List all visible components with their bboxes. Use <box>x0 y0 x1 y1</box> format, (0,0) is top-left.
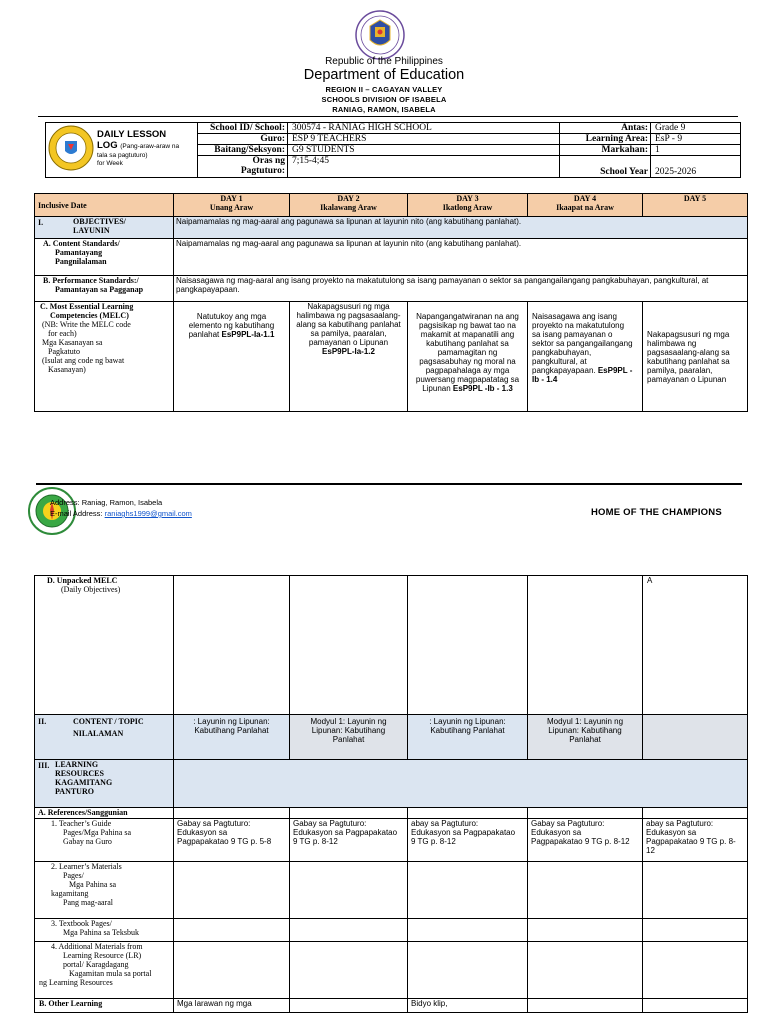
guro-label: Guro: <box>198 134 288 145</box>
tg-day3: abay sa Pagtuturo: Edukasyon sa Pagpapakatao 9 TG p. 8-12 <box>408 819 528 862</box>
content-day1: : Layunin ng Lipunan: Kabutihang Panlahat <box>174 715 290 760</box>
location-text: RANIAG, RAMON, ISABELA <box>332 105 436 114</box>
dll-main-table-bottom <box>34 575 748 1013</box>
melc-label-8: Kasanayan) <box>48 365 86 374</box>
day3-label: DAY 3 <box>456 194 479 203</box>
content-topic-label <box>35 715 174 760</box>
melc-d4-code: EsP9PL - <box>597 366 633 375</box>
objectives-label <box>35 217 174 239</box>
melc-d3-line: puwersang magpapatatag sa <box>415 375 520 384</box>
performance-standards-text <box>174 276 748 302</box>
melc-day4 <box>528 302 643 412</box>
day1-sub: Unang Araw <box>209 203 254 212</box>
footer-email <box>50 509 192 518</box>
dll-subtitle-week: for Week <box>97 160 123 167</box>
school-logo-icon <box>48 125 94 171</box>
tg-day4: Gabay sa Pagtuturo: Edukasyon sa Pagpapakatao 9 TG p. 8-12 <box>528 819 643 862</box>
deped-seal-logo <box>355 10 405 60</box>
unpacked-day3 <box>408 576 528 715</box>
lm-label-1: 2. Learner’s Materials <box>51 862 122 871</box>
melc-d4-line: pangkultural, at <box>532 357 587 366</box>
melc-d5-line: pagsasaalang-alang sa <box>647 348 730 357</box>
lm-day3 <box>408 862 528 919</box>
melc-d3-line: pagsasabuhay ng moral na <box>419 357 516 366</box>
day2-header <box>290 194 408 217</box>
melc-d1-line: Natutukoy ang mga <box>196 312 267 321</box>
content-day3: : Layunin ng Lipunan: Kabutihang Panlahat <box>408 715 528 760</box>
unpacked-label-2: (Daily Objectives) <box>61 585 121 594</box>
objectives-text: Naipamamalas ng mag-aaral ang pagunawa sa lipunan at layunin nito (ang kabutihang panlahat). <box>174 217 748 239</box>
unpacked-day4 <box>528 576 643 715</box>
ps-label-2: Pamantayan sa Pagganap <box>55 285 144 294</box>
melc-d3-code: EsP9PL -Ib - 1.3 <box>452 384 513 393</box>
lr-label-2: RESOURCES <box>55 769 104 778</box>
unpacked-label-1: D. Unpacked MELC <box>47 576 118 585</box>
inclusive-date-header: Inclusive Date <box>35 194 174 217</box>
melc-d4-line: Naisasagawa ang isang <box>532 312 617 321</box>
am-label-5: ng Learning Resources <box>39 978 113 987</box>
department-title: Department of Education <box>303 67 465 83</box>
address-label: Address: <box>50 498 80 507</box>
am-day5 <box>643 942 748 999</box>
dll-subtitle-1: (Pang-araw-araw na <box>120 143 180 150</box>
references-day1 <box>174 808 290 819</box>
lm-label-2: Pages/ <box>63 871 84 880</box>
email-label: E-mail Address: <box>50 509 103 518</box>
footer-address <box>50 498 162 507</box>
day4-header <box>528 194 643 217</box>
oras-label <box>198 156 288 178</box>
lr-label-1: LEARNING <box>55 760 99 769</box>
content-day2: Modyul 1: Layunin ng Lipunan: Kabutihang Panlahat <box>290 715 408 760</box>
lr-label-3: KAGAMITANG <box>55 778 113 787</box>
ol-day1: Mga larawan ng mga <box>174 999 290 1013</box>
lm-label-5: Pang mag-aaral <box>63 898 113 907</box>
day3-sub: Ikatlong Araw <box>442 203 493 212</box>
melc-label-6: Pagkatuto <box>48 347 80 356</box>
cs-label-1: A. Content Standards/ <box>43 239 120 248</box>
dll-title: DAILY LESSON <box>97 129 167 140</box>
oras-value: 7;15-4;45 <box>288 156 560 178</box>
cs-label-2: Pamantayang <box>55 248 103 257</box>
day4-label: DAY 4 <box>573 194 597 203</box>
tb-day1 <box>174 919 290 942</box>
am-label-4: Kagamitan mula sa portal <box>69 969 152 978</box>
melc-d5-line: pamayanan o Lipunan <box>647 375 727 384</box>
school-motto: HOME OF THE CHAMPIONS <box>591 507 722 518</box>
learning-resources-span <box>174 760 748 808</box>
antas-value: Grade 9 <box>651 123 741 134</box>
melc-d3-line: makamit at mapanatili ang <box>420 330 515 339</box>
day2-sub: Ikalawang Araw <box>320 203 377 212</box>
day1-header <box>174 194 290 217</box>
unpacked-day1 <box>174 576 290 715</box>
other-learning-label: B. Other Learning <box>35 999 174 1013</box>
melc-d4-line: sa isang pamayanan o <box>532 330 613 339</box>
lm-day2 <box>290 862 408 919</box>
markahan-label: Markahan: <box>560 145 651 156</box>
baitang-label: Baitang/Seksyon: <box>198 145 288 156</box>
melc-day1 <box>174 302 290 412</box>
content-topic-num: II. <box>38 717 47 726</box>
unpacked-melc-label <box>35 576 174 715</box>
references-day2 <box>290 808 408 819</box>
content-day5 <box>643 715 748 760</box>
lm-day1 <box>174 862 290 919</box>
day2-label: DAY 2 <box>337 194 360 203</box>
melc-d3-line: kabutihang panlahat sa <box>426 339 509 348</box>
tg-label-3: Gabay na Guro <box>63 837 112 846</box>
day3-header <box>408 194 528 217</box>
guro-value: ESP 9 TEACHERS <box>288 134 560 145</box>
melc-label-3: (NB: Write the MELC code <box>42 320 131 329</box>
performance-standards-label <box>35 276 174 302</box>
references-day4 <box>528 808 643 819</box>
tb-day4 <box>528 919 643 942</box>
day5-header <box>643 194 748 217</box>
content-topic-label-1: CONTENT / TOPIC <box>73 717 144 726</box>
tg-day1: Gabay sa Pagtuturo: Edukasyon sa Pagpapakatao 9 TG p. 5-8 <box>174 819 290 862</box>
am-day2 <box>290 942 408 999</box>
oras-label-1: Oras ng <box>252 156 285 166</box>
melc-d2-line: halimbawa ng pagsasaalang- <box>296 311 401 320</box>
melc-d4-code-2: Ib - 1.4 <box>532 375 558 384</box>
melc-label-5: Mga Kasanayan sa <box>42 338 103 347</box>
school-year-value: 2025-2026 <box>651 156 741 178</box>
melc-day5 <box>643 302 748 412</box>
melc-d5-line: pamilya, paaralan, <box>647 366 713 375</box>
antas-label: Antas: <box>560 123 651 134</box>
melc-d2-line: sa pamilya, paaralan, <box>310 329 387 338</box>
baitang-value: G9 STUDENTS <box>288 145 560 156</box>
melc-label-2: Competencies (MELC) <box>50 311 129 320</box>
content-standards-label <box>35 239 174 276</box>
melc-d1-line: elemento ng kabutihang <box>188 321 275 330</box>
markahan-value: 1 <box>651 145 741 156</box>
oras-label-2: Pagtuturo: <box>240 166 285 176</box>
am-day3 <box>408 942 528 999</box>
melc-d3-line: Napangangatwiranan na ang <box>416 312 519 321</box>
content-day4: Modyul 1: Layunin ng Lipunan: Kabutihang Panlahat <box>528 715 643 760</box>
dll-subtitle-2: tala sa pagtuturo) <box>97 152 148 159</box>
ps-text-1: Naisasagawa ng mag-aaral ang isang proyekto na makatutulong sa isang pamayanan o sektor sa pangangailangang pangkabuhayan, pangkultural, at <box>176 276 709 285</box>
lm-label-4: kagamitang <box>51 889 89 898</box>
references-label: A. References/Sanggunian <box>35 808 174 819</box>
lm-day4 <box>528 862 643 919</box>
am-label-2: Learning Resource (LR) <box>63 951 142 960</box>
melc-d3-line: pagpapahalaga ay mga <box>425 366 510 375</box>
cs-label-3: Pangnilalaman <box>55 257 107 266</box>
ol-day3: Bidyo klip, <box>408 999 528 1013</box>
melc-d3-line: Lipunan <box>422 384 453 393</box>
content-standards-text: Naipamamalas ng mag-aaral ang pagunawa sa lipunan at layunin nito (ang kabutihang panlahat). <box>174 239 748 276</box>
melc-d4-line: proyekto na makatutulong <box>532 321 625 330</box>
tg-day5: abay sa Pagtuturo: Edukasyon sa Pagpapakatao 9 TG p. 8- 12 <box>643 819 748 862</box>
textbook-label <box>35 919 174 942</box>
republic-text: Republic of the Philippines <box>325 56 443 67</box>
lm-label-3: Mga Pahina sa <box>69 880 117 889</box>
day4-sub: Ikaapat na Araw <box>556 203 614 212</box>
school-label: School ID/ School: <box>198 123 288 134</box>
lm-day5 <box>643 862 748 919</box>
division-text: SCHOOLS DIVISION OF ISABELA <box>321 95 447 104</box>
footer-divider <box>36 483 742 485</box>
melc-label-7: (Isulat ang code ng bawat <box>42 356 125 365</box>
melc-day2 <box>290 302 408 412</box>
melc-day3 <box>408 302 528 412</box>
learning-area-value: EsP - 9 <box>651 134 741 145</box>
melc-d1-code: EsP9PL-Ia-1.1 <box>221 330 275 339</box>
lr-label-4: PANTURO <box>55 787 94 796</box>
dll-main-table-top <box>34 193 748 412</box>
melc-d2-line: pamayanan o Lipunan <box>308 338 389 347</box>
references-day5 <box>643 808 748 819</box>
melc-d2-line: alang sa kabutihang panlahat <box>296 320 401 329</box>
melc-d3-line: pamamagitan ng <box>437 348 498 357</box>
additional-materials-label <box>35 942 174 999</box>
melc-d4-line: pangkabuhayan, <box>532 348 592 357</box>
tb-day5 <box>643 919 748 942</box>
melc-d5-line: Nakapagsusuri ng mga <box>647 330 730 339</box>
am-day4 <box>528 942 643 999</box>
objectives-label-1: OBJECTIVES/ <box>73 217 126 226</box>
learners-materials-label <box>35 862 174 919</box>
objectives-label-2: LAYUNIN <box>73 226 110 235</box>
references-day3 <box>408 808 528 819</box>
melc-d2-code: EsP9PL-Ia-1.2 <box>322 347 375 356</box>
melc-d4-line: sektor sa pangangailangang <box>532 339 633 348</box>
tg-label-1: 1. Teacher’s Guide <box>51 819 112 828</box>
tg-label-2: Pages/Mga Pahina sa <box>63 828 131 837</box>
tb-day3 <box>408 919 528 942</box>
learning-resources-label <box>35 760 174 808</box>
melc-label-4: for each) <box>48 329 77 338</box>
ps-text-2: pangkapayapaan. <box>176 285 240 294</box>
tb-day2 <box>290 919 408 942</box>
lesson-info-table <box>45 122 741 178</box>
am-label-1: 4. Additional Materials from <box>51 942 143 951</box>
objectives-num: I. <box>38 218 44 227</box>
melc-d4-line: pangkapayapaan. <box>532 366 598 375</box>
day5-label: DAY 5 <box>683 194 707 203</box>
am-label-3: portal/ Karagdagang <box>63 960 129 969</box>
dll-title-cell <box>46 123 198 178</box>
tg-day2: Gabay sa Pagtuturo: Edukasyon sa Pagpapakatao 9 TG p. 8-12 <box>290 819 408 862</box>
tb-label-2: Mga Pahina sa Teksbuk <box>63 928 139 937</box>
unpacked-day5: A <box>643 576 748 715</box>
dll-title-log: LOG <box>97 140 118 151</box>
ol-day5 <box>643 999 748 1013</box>
content-topic-label-2: NILALAMAN <box>73 729 124 738</box>
teachers-guide-label <box>35 819 174 862</box>
am-day1 <box>174 942 290 999</box>
ps-label-1: B. Performance Standards:/ <box>43 276 139 285</box>
address-value: Raniag, Ramon, Isabela <box>81 498 163 507</box>
school-value: 300574 - RANIAG HIGH SCHOOL <box>288 123 560 134</box>
school-year-label: School Year <box>560 156 651 178</box>
unpacked-day2 <box>290 576 408 715</box>
melc-label <box>35 302 174 412</box>
melc-d3-line: pagsisikap ng bawat tao na <box>419 321 516 330</box>
region-text: REGION II – CAGAYAN VALLEY <box>325 85 443 94</box>
learning-resources-num: III. <box>38 761 50 770</box>
melc-d2-line: Nakapagsusuri ng mga <box>307 302 390 311</box>
learning-area-label: Learning Area: <box>560 134 651 145</box>
tb-label-1: 3. Textbook Pages/ <box>51 919 112 928</box>
melc-d5-line: kabutihang panlahat sa <box>647 357 730 366</box>
melc-d5-line: halimbawa ng <box>647 339 697 348</box>
melc-label-1: C. Most Essential Learning <box>40 302 134 311</box>
melc-d1-line: panlahat <box>188 330 222 339</box>
header-divider <box>38 116 738 117</box>
ol-day4 <box>528 999 643 1013</box>
ol-day2 <box>290 999 408 1013</box>
day1-label: DAY 1 <box>220 194 243 203</box>
email-link[interactable]: raniaghs1999@gmail.com <box>104 509 192 518</box>
